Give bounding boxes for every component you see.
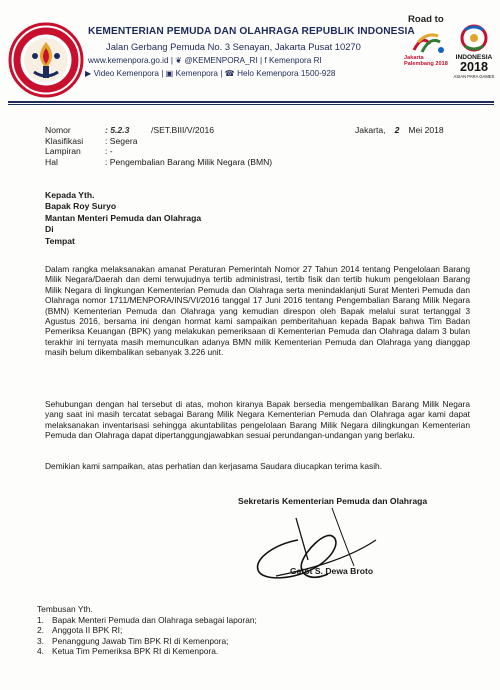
road-to-asian-games-logo [404, 14, 452, 92]
lampiran-value: : - [105, 146, 113, 156]
letter-date [355, 125, 444, 135]
contacts-line: www.kemenpora.go.id | ❦ @KEMENPORA_RI | f Kemenpora RI [88, 56, 322, 65]
body-paragraph-2: Sehubungan dengan hal tersebut di atas, mohon kiranya Bapak bersedia mengembalikan Barang Milik Negara yang saat ini masih tercatat sebagai Barang Milik Negara Kementerian Pemuda dan Olahraga agar kami dapat melaksanakan inventarisasi sehingga akuntabilitas pengelolaan Barang Milik Negara dilingkungan Kementerian Pemuda dan Olahraga dapat dipertanggungjawabkan sesuai perundangan-undangan yang berlaku. [45, 399, 470, 441]
letterhead-divider-thin [8, 104, 494, 105]
handwritten-signature-icon [236, 500, 386, 590]
signatory-title: Sekretaris Kementerian Pemuda dan Olahraga [238, 496, 428, 506]
host-cities: Jakarta Palembang 2018 [404, 55, 448, 68]
body-paragraph-3: Demikian kami sampaikan, atas perhatian dan kerjasama Saudara diucapkan terima kasih. [45, 461, 383, 471]
hal-value: : Pengembalian Barang Milik Negara (BMN) [105, 156, 273, 167]
klasifikasi-label: Klasifikasi [45, 135, 84, 146]
body-paragraph-1: Dalam rangka melaksanakan amanat Peraturan Pemerintah Nomor 27 Tahun 2014 tentang Pengelolaan Barang Milik Negara/Daerah dan demi terwujudnya tertib administrasi, tertib fisik dan tertib hukum pengelolaan Barang Milik Negara di lingkungan Kementerian Pemuda dan Olahraga serta menindaklanjuti Surat Menteri Pemuda dan Olahraga nomor 1711/MENPORA/INS/VI/2016 tanggal 17 Juni 2016 tentang Pengembalian Barang Milik Negara (BMN) Kementerian Pemuda dan Olahraga yang kemudian direspon oleh Bapak melalui surat tertanggal 3 Agustus 2016, bersama ini dengan hormat kami sampaikan pemberitahuan kepada Bapak bahwa Tim Badan Pemeriksa Keuangan (BPK) yang melakukan pemeriksaan di Kementerian Pemuda dan Olahraga dalam 3 bulan terakhir ini ternyata masih memunculkan adanya BMN milik Kementerian Pemuda dan Olahraga yang dianggap masih belum dikembalikan sebanyak 3.226 unit. [45, 264, 470, 358]
games-subtitle: ASIAN PARA GAMES [453, 74, 495, 79]
lampiran-label: Lampiran [45, 146, 81, 156]
recipient-greeting: Kepada Yth. [45, 190, 95, 200]
date-city: Jakarta, [355, 125, 386, 135]
list-item: 2. Anggota II BPK RI; [37, 625, 123, 636]
year-label: 2018 [459, 60, 489, 74]
organization-address: Jalan Gerbang Pemuda No. 3 Senayan, Jakarta Pusat 10270 [106, 41, 361, 52]
hal-label: Hal [45, 156, 58, 167]
letterhead [85, 26, 415, 78]
nomor-label: Nomor [45, 125, 71, 135]
recipient-name: Bapak Roy Suryo [45, 201, 117, 212]
recipient-place: Tempat [45, 235, 75, 246]
road-to-label: Road to [408, 14, 444, 25]
list-item: 4. Ketua Tim Pemeriksa BPK RI di Kemenpora. [37, 646, 219, 657]
nomor-suffix: /SET.BIII/V/2016 [151, 125, 215, 135]
list-item: 1. Bapak Menteri Pemuda dan Olahraga sebagai laporan; [37, 614, 257, 625]
recipient-block [45, 190, 201, 247]
signatory-name: Gatot S. Dewa Broto [290, 566, 374, 576]
tembusan-block [37, 604, 257, 657]
country-label: INDONESIA [455, 54, 493, 61]
media-line: ▶ Video Kemenpora | ▣ Kemenpora | ☎ Helo Kemenpora 1500-928 [85, 69, 336, 78]
date-day: 2 [394, 125, 400, 135]
klasifikasi-value: : Segera [105, 135, 138, 146]
recipient-di: Di [45, 224, 54, 235]
asian-para-games-logo [452, 24, 496, 94]
kemenpora-logo-icon [8, 22, 84, 98]
tembusan-list [37, 615, 257, 657]
reference-block [45, 125, 272, 167]
organization-name: KEMENTERIAN PEMUDA DAN OLAHRAGA REPUBLIK INDONESIA [88, 26, 415, 37]
tembusan-heading: Tembusan Yth. [37, 604, 93, 614]
asian-games-emblem-icon [408, 30, 448, 56]
para-games-emblem-icon [457, 24, 491, 52]
list-item: 3. Penanggung Jawab Tim BPK RI di Kemenpora; [37, 635, 229, 646]
recipient-position: Mantan Menteri Pemuda dan Olahraga [45, 212, 202, 223]
nomor-handwritten: : 5.2.3 [105, 125, 130, 135]
letterhead-divider [8, 101, 494, 103]
date-month-year: Mei 2018 [408, 125, 444, 135]
